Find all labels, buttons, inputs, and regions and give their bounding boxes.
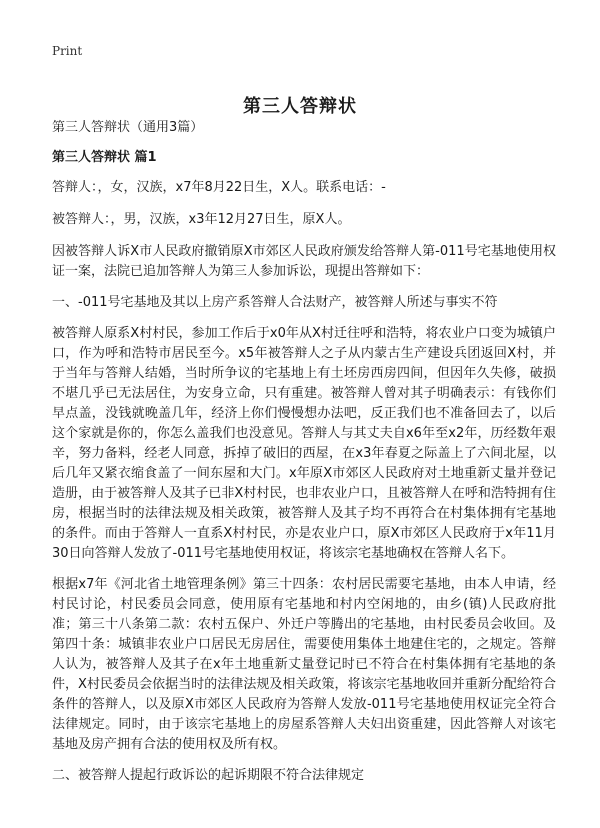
facts-paragraph: 被答辩人原系X村村民，参加工作后于x0年从X村迁往呼和浩特，将农业户口变为城镇户口，作为呼和浩特市居民至今。x5年被答辩人之子从内蒙古生产建设兵团返回X村，并于当年与答辩人结婚，当时所争议的宅基地上有土坯房西房四间，但因年久失修，破损不堪几乎已无法居住，为安身立命，只有重建。被答辩人曾对其子明确表示：有钱你们早点盖，没钱就晚盖几年，经济上你们慢慢想办法吧，反正我们也不准备回去了，以后这个家就是你的，你怎么盖我们也没意见。答辩人与其丈夫自x6年至x2年，历经数年艰辛，努力备料，经老人同意，拆掉了破旧的西屋，在x3年春夏之际盖上了六间北屋，以后几年又紧衣缩食盖了一间东屋和大门。x年原X市郊区人民政府对土地重新丈量并登记造册，由于被答辩人及其子已非X村村民，也非农业户口，且被答辩人在呼和浩特拥有住房，根据当时的法律法规及相关政策，被答辩人及其子均不再符合在村集体拥有宅基地的条件。而由于答辩人一直系X村村民，亦是农业户口，原X市郊区人民政府于x年11月30日向答辩人发放了-011号宅基地使用权证，将该宗宅基地确权在答辩人名下。: [52, 326, 556, 561]
document-body: [52, 118, 556, 797]
section-heading: 第三人答辩状 篇1: [52, 150, 157, 165]
document-subtitle: 第三人答辩状（通用3篇）: [52, 120, 204, 135]
intro-paragraph: 因被答辩人诉X市人民政府撤销原X市郊区人民政府颁发给答辩人第-011号宅基地使用权证一案，法院已追加答辩人为第三人参加诉讼，现提出答辩如下：: [52, 244, 556, 279]
point-two-heading: 二、被答辩人提起行政诉讼的起诉期限不符合法律规定: [52, 768, 365, 783]
plaintiff-info: 被答辩人：，男，汉族，x3年12月27日生，原X人。: [52, 212, 351, 227]
print-link[interactable]: Print: [52, 44, 83, 58]
point-one-heading: 一、-011号宅基地及其以上房产系答辩人合法财产，被答辩人所述与事实不符: [52, 295, 498, 310]
respondent-info: 答辩人：，女，汉族，x7年8月22日生，X人。联系电话：-: [52, 180, 386, 195]
legal-basis-paragraph: 根据x7年《河北省土地管理条例》第三十四条：农村居民需要宅基地，由本人申请，经村民讨论，村民委员会同意，使用原有宅基地和村内空闲地的，由乡(镇)人民政府批准；第三十八条第二款：农村五保户、外迁户等腾出的宅基地，由村民委员会收回。及第四十条：城镇非农业户口居民无房居住，需要使用集体土地建住宅的，之规定。答辩人认为，被答辩人及其子在x年土地重新丈量登记时已不符合在村集体拥有宅基地的条件，X村民委员会依据当时的法律法规及相关政策，将该宗宅基地收回并重新分配给符合条件的答辩人，以及原X市郊区人民政府为答辩人发放-011号宅基地使用权证完全符合法律规定。同时，由于该宗宅基地上的房屋系答辩人夫妇出资重建，因此答辩人对该宅基地及房产拥有合法的使用权及所有权。: [52, 577, 556, 752]
page-title: 第三人答辩状: [243, 96, 357, 118]
